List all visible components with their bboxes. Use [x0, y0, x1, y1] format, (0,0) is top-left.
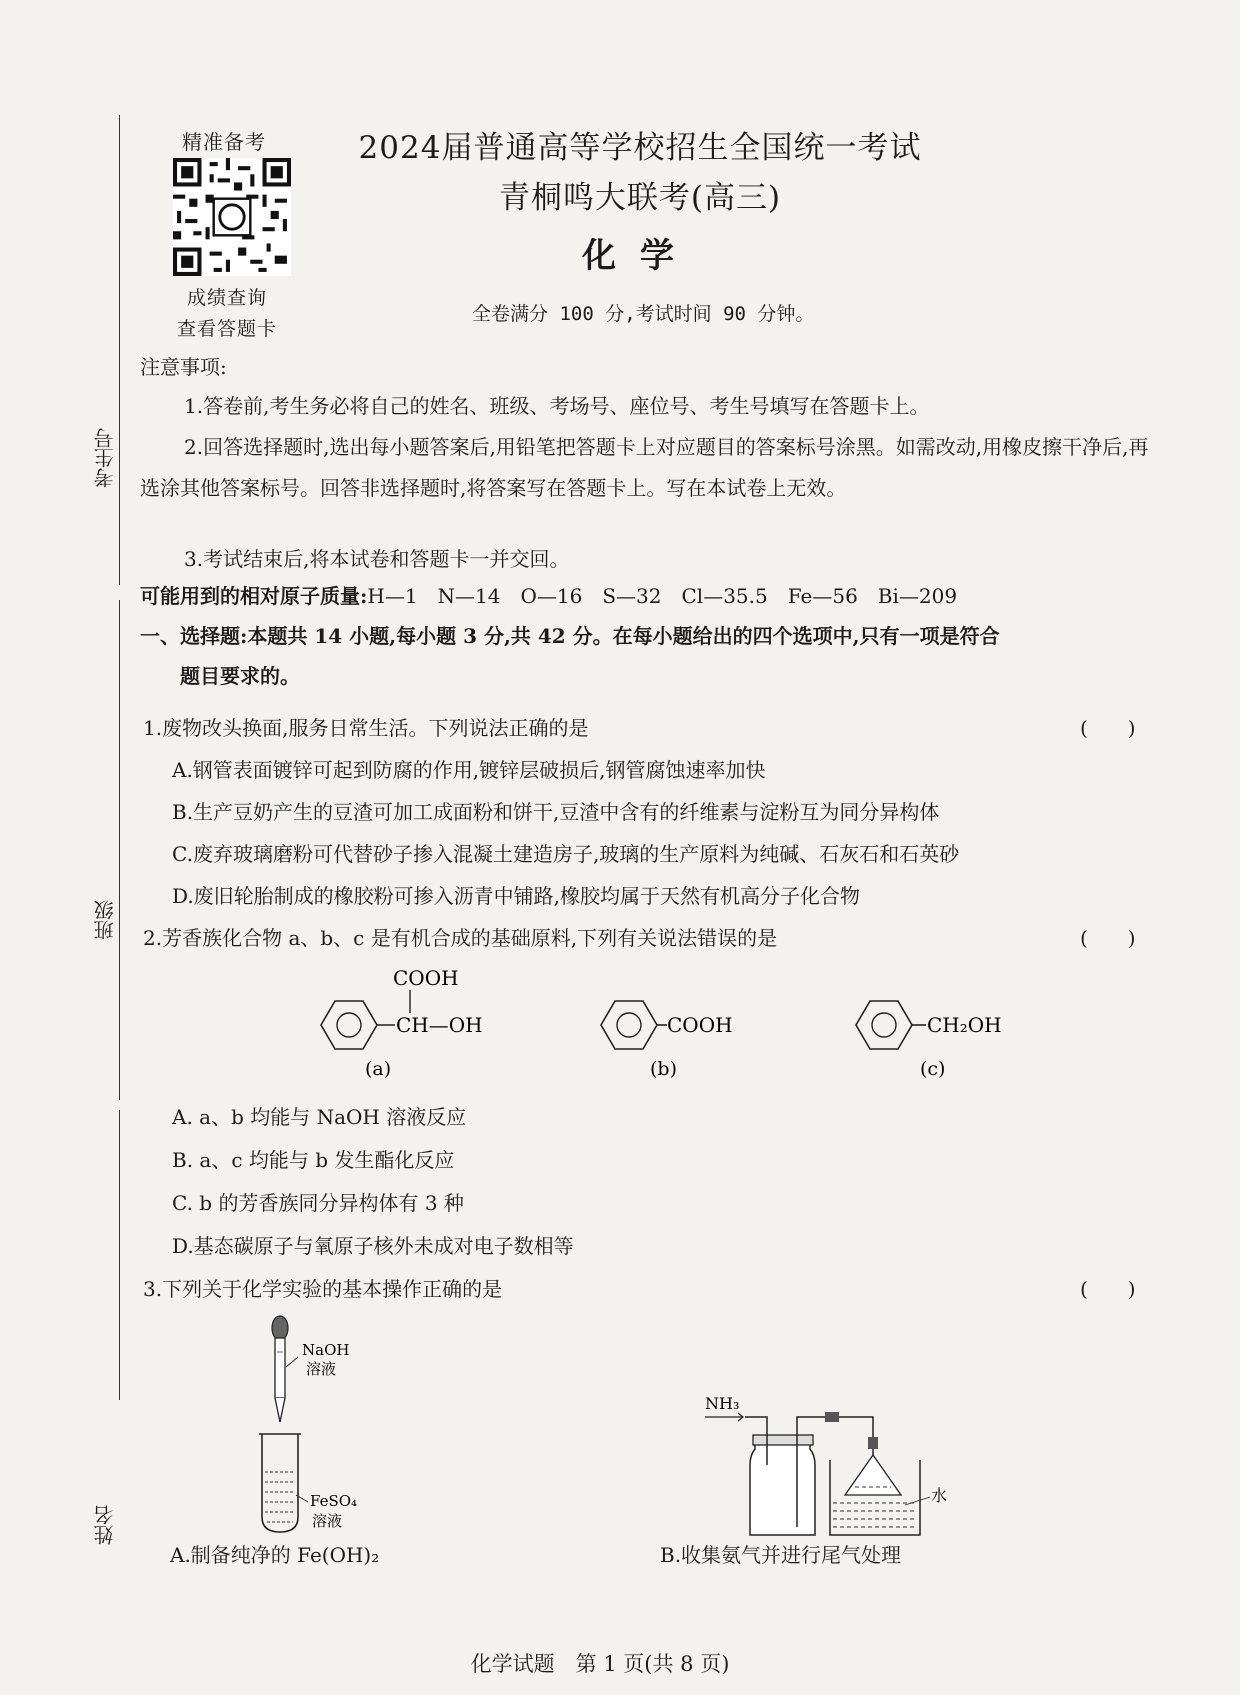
structure-a — [315, 965, 505, 1080]
section-heading-line2: 题目要求的。 — [180, 664, 300, 688]
qr-title: 精准备考 — [182, 130, 266, 154]
feso4-label: FeSO₄ — [310, 1492, 358, 1510]
qr-caption-score: 成绩查询 — [187, 287, 268, 309]
question-3-option-b: B.收集氨气并进行尾气处理 — [660, 1543, 902, 1567]
question-2-option-c: C. b 的芳香族同分异构体有 3 种 — [172, 1191, 464, 1215]
structure-a-top-label: COOH — [393, 966, 459, 990]
atomic-masses-label: 可能用到的相对原子质量: — [140, 584, 368, 608]
subject-title: 化学 — [582, 236, 698, 276]
atomic-masses-values: H—1 N—14 O—16 S—32 Cl—35.5 Fe—56 Bi—209 — [367, 584, 958, 608]
structure-a-mid-label: CH—OH — [396, 1013, 483, 1037]
notice-heading: 注意事项: — [140, 355, 227, 379]
page-footer: 化学试题 第 1 页(共 8 页) — [470, 1652, 730, 1676]
name-label: 姓名 — [93, 1505, 117, 1545]
binding-line — [119, 600, 120, 1100]
feso4-solution-label: 溶液 — [312, 1512, 343, 1530]
structure-b-label: COOH — [667, 1013, 733, 1037]
structure-c-label: CH₂OH — [927, 1013, 1002, 1037]
question-2-stem: 2.芳香族化合物 a、b、c 是有机合成的基础原料,下列有关说法错误的是 — [143, 926, 778, 950]
notice-item-2: 2.回答选择题时,选出每小题答案后,用铅笔把答题卡上对应题目的答案标号涂黑。如需改动,用橡皮擦干净后,再选涂其他答案标号。回答非选择题时,将答案写在答题卡上。写在本试卷上无效。 — [140, 435, 1149, 500]
water-label: 水 — [931, 1486, 948, 1505]
question-1-option-d: D.废旧轮胎制成的橡胶粉可掺入沥青中铺路,橡胶均属于天然有机高分子化合物 — [172, 884, 861, 908]
question-3-option-a: A.制备纯净的 Fe(OH)₂ — [170, 1543, 380, 1567]
notice-item-1: 1.答卷前,考生务必将自己的姓名、班级、考场号、座位号、考生号填写在答题卡上。 — [184, 394, 930, 418]
answer-paren: ( ) — [1080, 1277, 1136, 1301]
exam-title: 2024届普通高等学校招生全国统一考试 — [358, 130, 922, 166]
question-2-option-d: D.基态碳原子与氧原子核外未成对电子数相等 — [172, 1234, 574, 1258]
structure-c — [850, 985, 1020, 1080]
section-heading-line1: 一、选择题:本题共 14 小题,每小题 3 分,共 42 分。在每小题给出的四个选项中,只有一项是符合 — [140, 624, 1000, 648]
apparatus-a — [250, 1312, 390, 1537]
structure-a-caption: (a) — [365, 1058, 392, 1080]
question-1-option-c: C.废弃玻璃磨粉可代替砂子掺入混凝土建造房子,玻璃的生产原料为纯碱、石灰石和石英砂 — [172, 842, 960, 866]
nh3-label: NH₃ — [705, 1394, 740, 1413]
exam-meta: 全卷满分 100 分,考试时间 90 分钟。 — [472, 303, 815, 325]
naoh-solution-label: 溶液 — [306, 1360, 337, 1378]
atomic-masses — [140, 584, 957, 608]
notice-item-3: 3.考试结束后,将本试卷和答题卡一并交回。 — [184, 547, 570, 571]
apparatus-b — [705, 1385, 948, 1540]
question-1-option-a: A.钢管表面镀锌可起到防腐的作用,镀锌层破损后,钢管腐蚀速率加快 — [172, 758, 766, 782]
class-label: 班级 — [93, 900, 117, 940]
answer-paren: ( ) — [1080, 716, 1136, 740]
exam-subtitle: 青桐鸣大联考(高三) — [498, 180, 782, 216]
naoh-label: NaOH — [302, 1341, 350, 1359]
binding-line — [119, 1110, 120, 1400]
question-1-stem: 1.废物改头换面,服务日常生活。下列说法正确的是 — [143, 716, 589, 740]
answer-paren: ( ) — [1080, 926, 1136, 950]
question-1-option-b: B.生产豆奶产生的豆渣可加工成面粉和饼干,豆渣中含有的纤维素与淀粉互为同分异构体 — [172, 800, 940, 824]
question-2-option-b: B. a、c 均能与 b 发生酯化反应 — [172, 1148, 455, 1172]
exam-number-label: 考生号 — [93, 428, 117, 488]
structure-c-caption: (c) — [920, 1058, 946, 1080]
structure-b — [595, 985, 765, 1080]
question-2-option-a: A. a、b 均能与 NaOH 溶液反应 — [172, 1105, 467, 1129]
structure-b-caption: (b) — [650, 1058, 677, 1080]
qr-caption-answer-card: 查看答题卡 — [177, 318, 278, 340]
question-3-stem: 3.下列关于化学实验的基本操作正确的是 — [143, 1277, 503, 1301]
